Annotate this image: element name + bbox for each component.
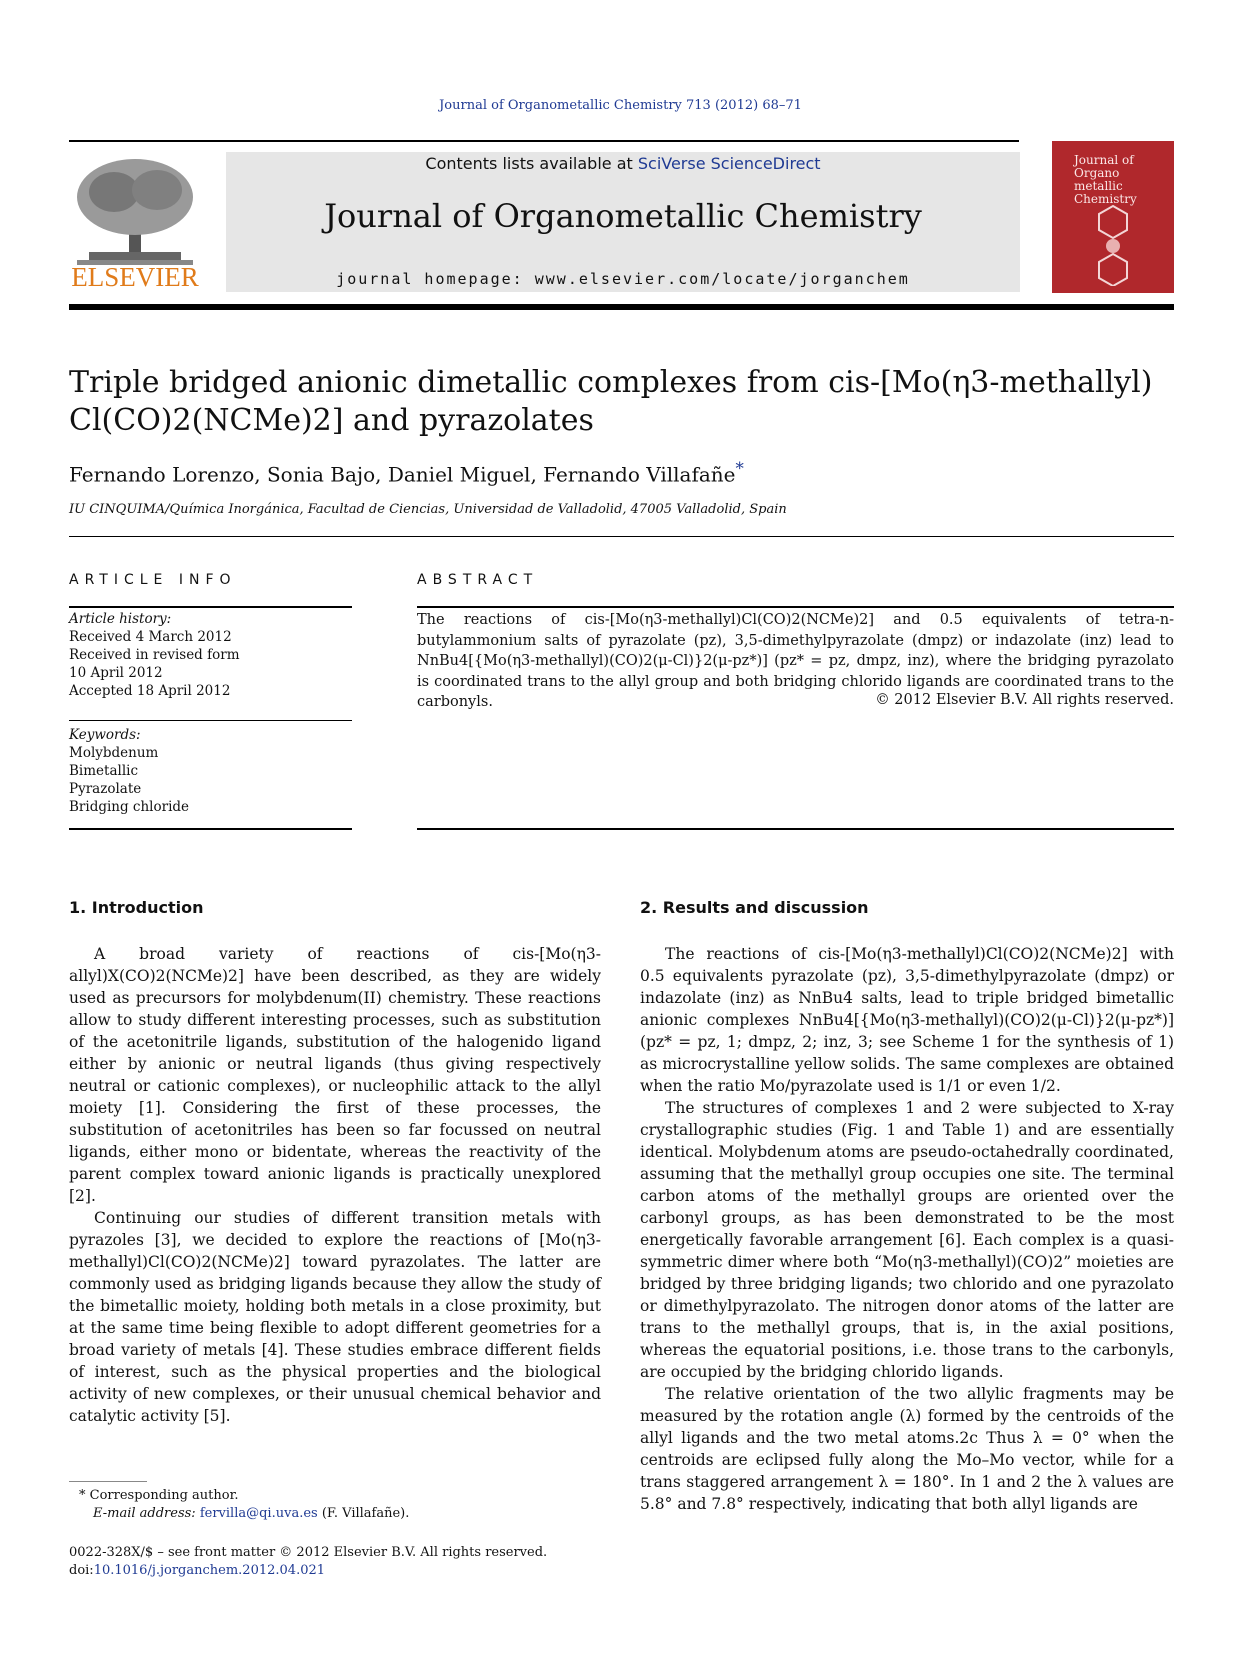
affiliation: IU CINQUIMA/Química Inorgánica, Facultad de Ciencias, Universidad de Valladolid, 47005 Valladolid, Spain (69, 502, 787, 517)
title-line-2: Cl(CO)2(NCMe)2] and pyrazolates (69, 403, 594, 438)
email-label: E-mail address: (93, 1506, 196, 1521)
journal-homepage[interactable]: journal homepage: www.elsevier.com/locate/jorganchem (336, 270, 910, 288)
contents-available (226, 154, 1020, 173)
doi-label: doi: (69, 1563, 94, 1578)
corresponding-author-note (79, 1487, 599, 1505)
corresponding-label: Corresponding author. (89, 1488, 239, 1503)
email-link[interactable]: fervilla@qi.uva.es (199, 1506, 318, 1521)
history-item: Accepted 18 April 2012 (69, 683, 231, 699)
history-item: 10 April 2012 (69, 665, 163, 681)
info-rule-top (69, 606, 352, 608)
author-list (69, 459, 1169, 487)
sciencedirect-link[interactable]: SciVerse ScienceDirect (637, 154, 821, 173)
abstract-heading: ABSTRACT (417, 572, 539, 588)
keyword: Bridging chloride (69, 799, 190, 815)
affiliation-rule (69, 536, 1174, 537)
abstract-rule-bottom (417, 828, 1174, 830)
doi-line (69, 1562, 609, 1580)
keyword: Bimetallic (69, 763, 139, 779)
cover-title: Journal of Organo metallic Chemistry (1074, 153, 1137, 206)
doi-link[interactable]: 10.1016/j.jorganchem.2012.04.021 (93, 1563, 326, 1578)
paragraph: Continuing our studies of different transition metals with pyrazoles [3], we decided to explore the reactions of [Mo(η3-methallyl)Cl(CO)2(NCMe)2] toward pyrazolates. The latter are commonly used as bridging ligands because they allow the study of the bimetallic moiety, holding both metals in a close proximity, but at the same time being flexible to adopt different geometries for a broad variety of metals [4]. These studies embrace different fields of interest, such as the physical properties and the biological activity of new complexes, or their unusual chemical behavior and catalytic activity [5]. (69, 1209, 601, 1425)
history-item: Received in revised form (69, 647, 240, 663)
journal-title: Journal of Organometallic Chemistry (324, 197, 922, 235)
results-heading: 2. Results and discussion (640, 898, 869, 917)
introduction-heading: 1. Introduction (69, 898, 204, 917)
footnote (79, 1487, 599, 1523)
article-info-heading: ARTICLE INFO (69, 572, 237, 588)
contents-prefix: Contents lists available at (425, 154, 638, 173)
abstract-text: The reactions of cis-[Mo(η3-methallyl)Cl(CO)2(NCMe)2] and 0.5 equivalents of tetra-n-butylammonium salts of pyrazolate (pz), 3,5-dimethylpyrazolate (dmpz) or indazolate (inz) lead to NnBu4[{Mo(η3-methallyl)(CO)2(μ-Cl)}2(μ-pz*)] (pz* = pz, dmpz, inz), where the bridging pyrazolato is coordinated trans to the allyl group and both bridging chlorido ligands are coordinated trans to the carbonyls. (417, 612, 1174, 710)
paragraph: A broad variety of reactions of cis-[Mo(η3-allyl)X(CO)2(NCMe)2] have been described, as they are widely used as precursors for molybdenum(II) chemistry. These reactions allow to study different interesting processes, such as substitution of the acetonitrile ligands, substitution of the halogenido ligand either by anionic or neutral ligands (thus giving respectively neutral or cationic complexes), or nucleophilic attack to the allyl moiety [1]. Considering the first of these processes, the substitution of acetonitriles has been so far focussed on neutral ligands, either mono or bidentate, whereas the reactivity of the parent complex toward anionic ligands is practically unexplored [2]. (69, 945, 601, 1205)
journal-banner (226, 152, 1020, 292)
header-top-rule (69, 140, 1019, 142)
keywords-label: Keywords: (69, 727, 141, 743)
footnote-rule (69, 1481, 147, 1482)
abstract-copyright: © 2012 Elsevier B.V. All rights reserved. (875, 692, 1174, 708)
paragraph: The reactions of cis-[Mo(η3-methallyl)Cl(CO)2(NCMe)2] with 0.5 equivalents pyrazolate (pz), 3,5-dimethylpyrazolate (dmpz) or indazolate (inz) as NnBu4 salts, lead to triple bridged bimetallic anionic complexes NnBu4[{Mo(η3-methallyl)(CO)2(μ-Cl)}2(μ-pz*)] (pz* = pz, 1; dmpz, 2; inz, 3; see Scheme 1 for the synthesis of 1) as microcrystalline yellow solids. The same complexes are obtained when the ratio Mo/pyrazolate used is 1/1 or even 1/2. (640, 945, 1174, 1095)
publisher-logo-text: ELSEVIER (71, 262, 199, 292)
history-label: Article history: (69, 611, 172, 627)
issn-line: 0022-328X/$ – see front matter © 2012 Elsevier B.V. All rights reserved. (69, 1545, 548, 1560)
introduction-body (69, 943, 601, 1427)
paragraph: The relative orientation of the two allylic fragments may be measured by the rotation angle (λ) formed by the centroids of the allyl ligands and the two metal atoms.2c Thus λ = 0° when the centroids are eclipsed fully along the Mo–Mo vector, while for a trans staggered arrangement λ = 180°. In 1 and 2 the λ values are 5.8° and 7.8° respectively, indicating that both allyl ligands are (640, 1385, 1174, 1513)
authors: Fernando Lorenzo, Sonia Bajo, Daniel Miguel, Fernando Villafañe (69, 462, 736, 487)
journal-cover (1052, 141, 1174, 293)
elsevier-logo (69, 152, 201, 297)
running-head[interactable]: Journal of Organometallic Chemistry 713 (2012) 68–71 (439, 98, 802, 113)
info-rule-bottom (69, 828, 352, 830)
page-footer (69, 1544, 609, 1580)
keywords (69, 726, 352, 816)
keyword: Pyrazolate (69, 781, 142, 797)
footnote-mark: * (79, 1488, 86, 1503)
history-item: Received 4 March 2012 (69, 629, 232, 645)
info-rule-mid (69, 720, 352, 721)
paragraph: The structures of complexes 1 and 2 were subjected to X-ray crystallographic studies (Fig. 1 and Table 1) and are essentially identical. Molybdenum atoms are pseudo-octahedrally coordinated, assuming that the methallyl group occupies one site. The terminal carbon atoms of the methallyl groups are oriented over the carbonyl groups, as has been demonstrated to be the most energetically favorable arrangement [6]. Each complex is a quasi-symmetric dimer where both “Mo(η3-methallyl)(CO)2” moieties are bridged by three bridging ligands; two chlorido and one pyrazolato or dimethylpyrazolato. The nitrogen donor atoms of the latter are trans to the methallyl groups, that is, in the axial positions, whereas the equatorial positions, i.e. those trans to the carbonyls, are occupied by the bridging chlorido ligands. (640, 1099, 1174, 1381)
article-title (69, 364, 1169, 440)
keyword: Molybdenum (69, 745, 159, 761)
email-line (79, 1505, 599, 1523)
corresponding-mark[interactable]: * (735, 459, 744, 478)
title-line-1: Triple bridged anionic dimetallic complexes from cis-[Mo(η3-methallyl) (69, 365, 1153, 400)
header-bottom-rule (69, 304, 1174, 310)
results-body (640, 943, 1174, 1515)
email-suffix: (F. Villafañe). (321, 1506, 410, 1521)
abstract-rule-top (417, 606, 1174, 608)
molecule-icon (1082, 201, 1144, 286)
article-history (69, 610, 352, 700)
